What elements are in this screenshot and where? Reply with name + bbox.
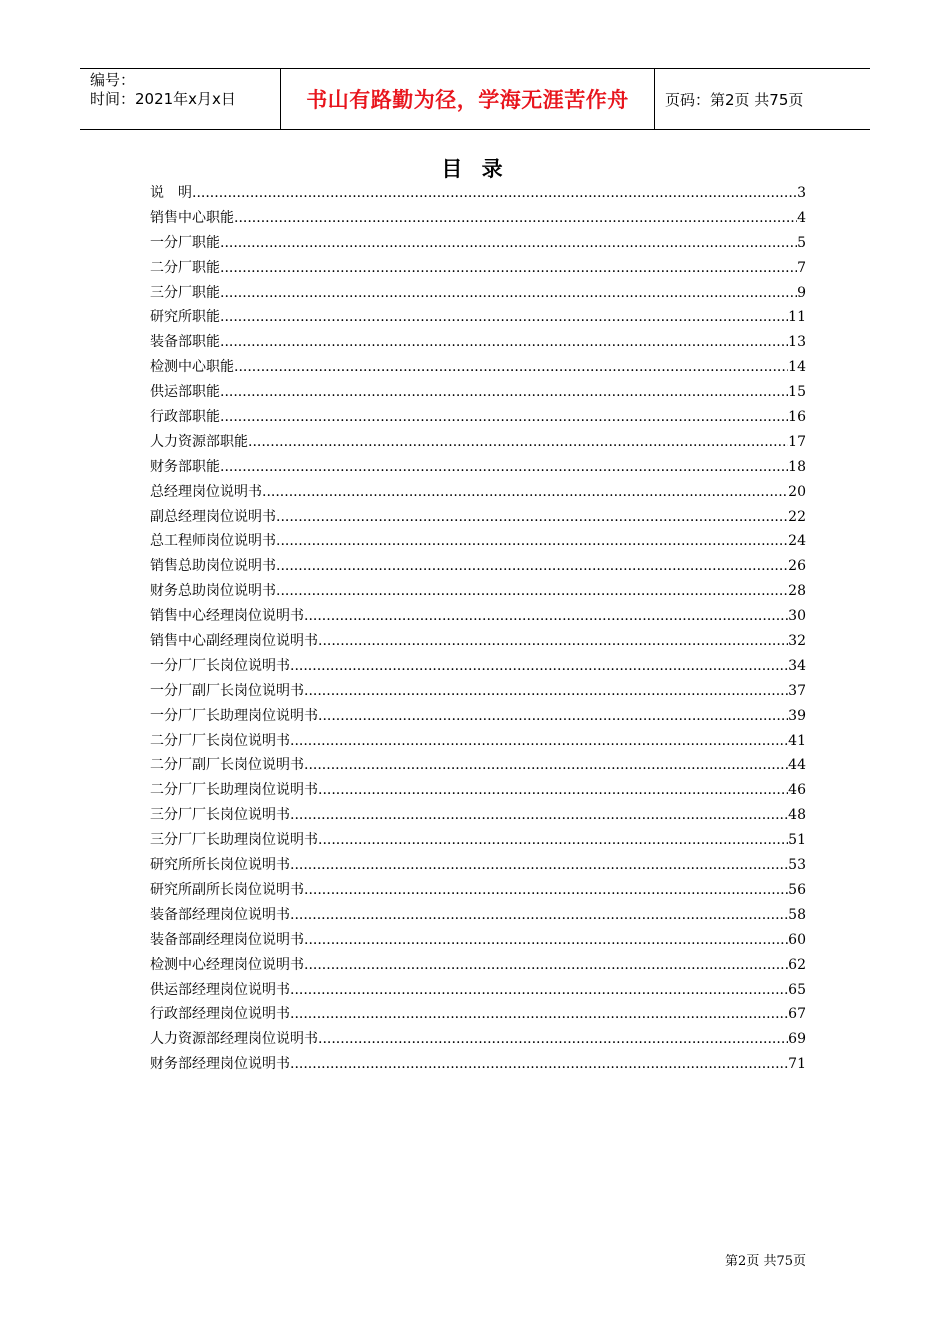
toc-entry-title: 副总经理岗位说明书 [150, 508, 276, 525]
toc-entry-page: 48 [788, 807, 806, 824]
toc-entry-title: 二分厂厂长助理岗位说明书 [150, 782, 318, 799]
toc-entry[interactable] [150, 281, 806, 306]
toc-entry-page: 9 [797, 284, 806, 301]
toc-entry-page: 11 [788, 309, 806, 326]
toc-entry-page: 60 [788, 931, 806, 948]
toc-dot-leader [290, 853, 788, 878]
toc-dot-leader [220, 330, 788, 355]
toc-entry-title: 检测中心经理岗位说明书 [150, 956, 304, 973]
toc-entry-page: 15 [788, 384, 806, 401]
toc-entry-page: 71 [788, 1056, 806, 1073]
toc-entry-page: 14 [788, 359, 806, 376]
toc-dot-leader [290, 729, 788, 754]
toc-entry-page: 22 [788, 508, 806, 525]
toc-entry-page: 20 [788, 483, 806, 500]
toc-entry[interactable] [150, 554, 806, 579]
toc-entry-page: 13 [788, 334, 806, 351]
toc-entry-page: 65 [788, 981, 806, 998]
toc-dot-leader [304, 604, 788, 629]
toc-entry-page: 44 [788, 757, 806, 774]
toc-entry-page: 58 [788, 906, 806, 923]
toc-dot-leader [262, 480, 788, 505]
toc-entry-page: 34 [788, 657, 806, 674]
toc-entry[interactable] [150, 853, 806, 878]
toc-dot-leader [192, 181, 797, 206]
toc-entry[interactable] [150, 778, 806, 803]
toc-entry-page: 62 [788, 956, 806, 973]
toc-dot-leader [318, 778, 788, 803]
toc-entry[interactable] [150, 753, 806, 778]
toc-entry-title: 三分厂职能 [150, 284, 220, 301]
toc-entry-page: 24 [788, 533, 806, 550]
toc-entry[interactable] [150, 330, 806, 355]
toc-entry-title: 人力资源部职能 [150, 433, 248, 450]
toc-entry[interactable] [150, 256, 806, 281]
toc-entry[interactable] [150, 305, 806, 330]
toc-dot-leader [318, 828, 788, 853]
toc-entry-title: 装备部职能 [150, 334, 220, 351]
toc-entry-title: 一分厂厂长岗位说明书 [150, 657, 290, 674]
toc-entry-title: 销售中心经理岗位说明书 [150, 608, 304, 625]
toc-entry[interactable] [150, 604, 806, 629]
toc-dot-leader [304, 953, 788, 978]
toc-entry-title: 三分厂厂长岗位说明书 [150, 807, 290, 824]
toc-dot-leader [248, 430, 788, 455]
toc-dot-leader [276, 579, 788, 604]
page-footer: 第2页 共75页 [725, 1254, 806, 1269]
toc-entry[interactable] [150, 480, 806, 505]
toc-entry-page: 41 [788, 732, 806, 749]
toc-entry-title: 销售中心职能 [150, 209, 234, 226]
toc-dot-leader [276, 554, 788, 579]
toc-entry-page: 67 [788, 1006, 806, 1023]
toc-dot-leader [290, 978, 788, 1003]
toc-dot-leader [220, 405, 788, 430]
toc-entry-title: 检测中心职能 [150, 359, 234, 376]
toc-entry-page: 7 [797, 259, 806, 276]
toc-dot-leader [220, 455, 788, 480]
toc-entry[interactable] [150, 206, 806, 231]
toc-entry[interactable] [150, 505, 806, 530]
toc-entry-page: 4 [797, 209, 806, 226]
toc-title: 目 录 [441, 157, 509, 181]
toc-entry-title: 二分厂副厂长岗位说明书 [150, 757, 304, 774]
toc-entry[interactable] [150, 1002, 806, 1027]
toc-entry[interactable] [150, 1027, 806, 1052]
toc-dot-leader [276, 505, 788, 530]
toc-entry[interactable] [150, 903, 806, 928]
toc-entry-title: 二分厂职能 [150, 259, 220, 276]
toc-entry-page: 16 [788, 409, 806, 426]
toc-entry[interactable] [150, 380, 806, 405]
table-of-contents [150, 181, 806, 1077]
toc-entry-title: 总工程师岗位说明书 [150, 533, 276, 550]
toc-entry-page: 3 [797, 185, 806, 201]
toc-entry-page: 51 [788, 832, 806, 849]
toc-dot-leader [290, 803, 788, 828]
toc-dot-leader [318, 1027, 788, 1052]
toc-entry-title: 研究所所长岗位说明书 [150, 857, 290, 874]
toc-entry-title: 装备部副经理岗位说明书 [150, 931, 304, 948]
toc-entry[interactable] [150, 828, 806, 853]
toc-entry-title: 供运部经理岗位说明书 [150, 981, 290, 998]
toc-entry-page: 30 [788, 608, 806, 625]
toc-entry[interactable] [150, 803, 806, 828]
toc-entry-page: 26 [788, 558, 806, 575]
page-header [80, 68, 870, 130]
toc-dot-leader [220, 380, 788, 405]
toc-entry-title: 总经理岗位说明书 [150, 483, 262, 500]
toc-entry-title: 财务总助岗位说明书 [150, 583, 276, 600]
toc-entry[interactable] [150, 629, 806, 654]
toc-entry[interactable] [150, 455, 806, 480]
toc-dot-leader [304, 928, 788, 953]
toc-entry-page: 39 [788, 707, 806, 724]
toc-entry-title: 装备部经理岗位说明书 [150, 906, 290, 923]
toc-dot-leader [220, 231, 797, 256]
toc-entry-title: 销售总助岗位说明书 [150, 558, 276, 575]
toc-dot-leader [234, 206, 797, 231]
toc-dot-leader [304, 679, 788, 704]
toc-dot-leader [220, 305, 788, 330]
toc-entry-title: 供运部职能 [150, 384, 220, 401]
toc-entry[interactable] [150, 704, 806, 729]
toc-entry-title: 一分厂职能 [150, 234, 220, 251]
toc-entry[interactable] [150, 953, 806, 978]
toc-entry-title: 一分厂厂长助理岗位说明书 [150, 707, 318, 724]
toc-entry-title: 三分厂厂长助理岗位说明书 [150, 832, 318, 849]
toc-entry-page: 18 [788, 458, 806, 475]
toc-entry-title: 人力资源部经理岗位说明书 [150, 1031, 318, 1048]
toc-entry-page: 37 [788, 682, 806, 699]
toc-entry-page: 56 [788, 881, 806, 898]
header-meta-cell [80, 69, 281, 129]
toc-entry[interactable] [150, 405, 806, 430]
toc-entry[interactable] [150, 654, 806, 679]
toc-entry-page: 32 [788, 633, 806, 650]
toc-dot-leader [290, 654, 788, 679]
toc-entry[interactable] [150, 579, 806, 604]
header-motto: 书山有路勤为径，学海无涯苦作舟 [281, 69, 655, 129]
toc-entry[interactable] [150, 928, 806, 953]
toc-entry-title: 一分厂副厂长岗位说明书 [150, 682, 304, 699]
toc-entry-page: 28 [788, 583, 806, 600]
toc-dot-leader [276, 529, 788, 554]
toc-entry-page: 69 [788, 1031, 806, 1048]
toc-entry-title: 二分厂厂长岗位说明书 [150, 732, 290, 749]
toc-entry-title: 销售中心副经理岗位说明书 [150, 633, 318, 650]
document-number-label: 编号： [90, 71, 136, 89]
toc-entry-title: 研究所职能 [150, 309, 220, 326]
toc-entry[interactable] [150, 529, 806, 554]
toc-entry-title: 行政部职能 [150, 409, 220, 426]
toc-dot-leader [290, 903, 788, 928]
toc-entry-title: 财务部职能 [150, 458, 220, 475]
toc-entry-page: 53 [788, 857, 806, 874]
toc-dot-leader [304, 878, 788, 903]
toc-entry[interactable] [150, 181, 806, 206]
toc-entry-page: 46 [788, 782, 806, 799]
toc-entry[interactable] [150, 1052, 806, 1077]
toc-dot-leader [220, 256, 797, 281]
toc-dot-leader [318, 704, 788, 729]
toc-entry[interactable] [150, 679, 806, 704]
toc-entry[interactable] [150, 231, 806, 256]
toc-dot-leader [234, 355, 788, 380]
toc-entry-page: 17 [788, 433, 806, 450]
toc-entry-page: 5 [797, 234, 806, 251]
toc-entry[interactable] [150, 878, 806, 903]
toc-entry-title: 研究所副所长岗位说明书 [150, 881, 304, 898]
toc-entry[interactable] [150, 430, 806, 455]
toc-entry[interactable] [150, 729, 806, 754]
toc-entry-title: 财务部经理岗位说明书 [150, 1056, 290, 1073]
toc-dot-leader [304, 753, 788, 778]
toc-entry-title: 行政部经理岗位说明书 [150, 1006, 290, 1023]
toc-entry[interactable] [150, 355, 806, 380]
toc-entry-title: 说 明 [150, 185, 192, 201]
toc-dot-leader [290, 1002, 788, 1027]
toc-entry[interactable] [150, 978, 806, 1003]
document-time-label: 时间：2021年x月x日 [90, 90, 236, 108]
toc-dot-leader [290, 1052, 788, 1077]
header-page-info: 页码：第2页 共75页 [665, 90, 804, 109]
toc-dot-leader [220, 281, 797, 306]
toc-dot-leader [318, 629, 788, 654]
